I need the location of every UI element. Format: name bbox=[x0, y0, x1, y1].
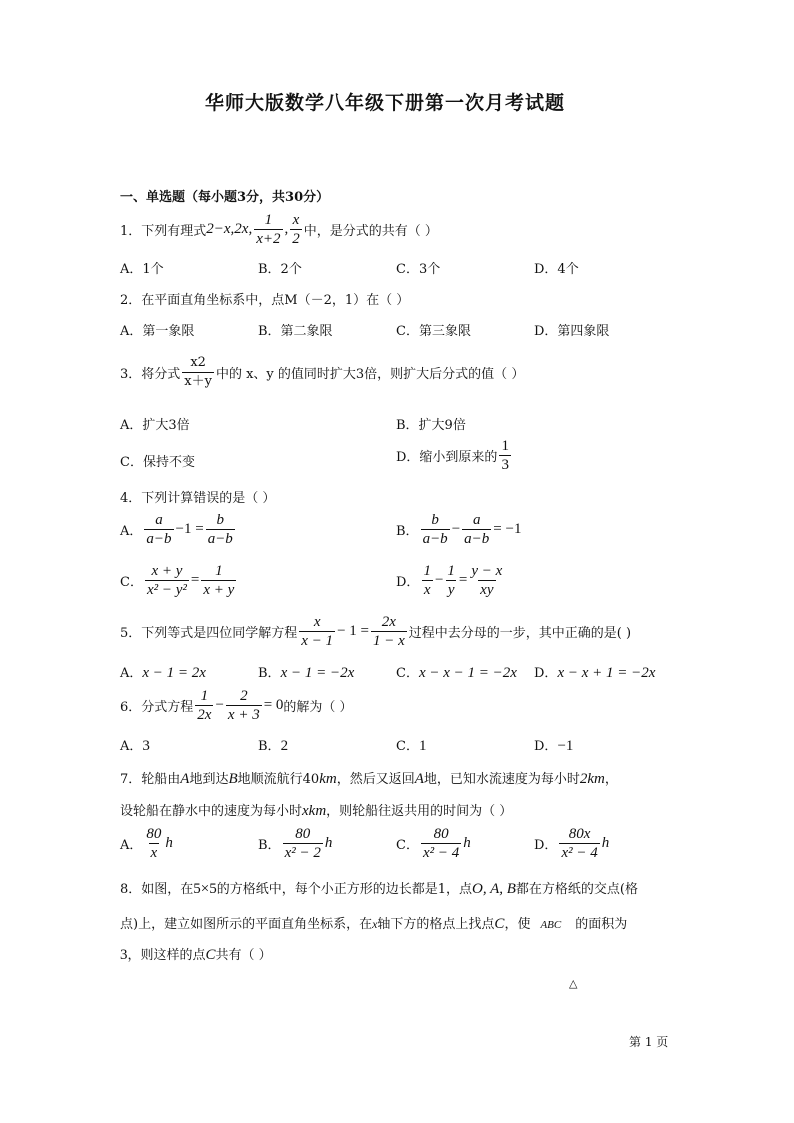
q2-option-a: A．第一象限 bbox=[120, 324, 195, 339]
section-heading: 一、单选题（每小题3分，共30分） bbox=[120, 190, 330, 205]
q7-option-c: C． $\frac{80}{\text{x² − 4}}$ h bbox=[396, 826, 471, 861]
q5-option-d: D．x − x + 1 = −2x bbox=[534, 665, 656, 681]
question-8-line-3: 3，则这样的点C共有（ ） bbox=[120, 947, 272, 963]
q1-suffix: 中，是分式的共有（ ） bbox=[303, 224, 438, 239]
q3-option-b: B．扩大9倍 bbox=[396, 418, 466, 433]
question-8-line-1: 8．如图，在5×5的方格纸中，每个小正方形的边长都是1，点O, A, B都在方格纸的交点(格 bbox=[120, 881, 638, 897]
q4-option-b: B． $\frac{b}{a-b}$ − $\frac{a}{a-b}$ = −1 bbox=[396, 512, 522, 547]
q7-option-b: B． $\frac{80}{\text{x² − 2}}$ h bbox=[258, 826, 333, 861]
q3-option-d-fraction: $\frac{1}{3}$ bbox=[501, 438, 509, 473]
q6-option-c: C．1 bbox=[396, 738, 427, 754]
question-8-line-2: 点)上，建立如图所示的平面直角坐标系，在x轴下方的格点上找点C，使 ABC 的面积为 bbox=[120, 916, 628, 932]
q1-option-a: A．1个 bbox=[120, 262, 164, 277]
q1-prefix: 1．下列有理式 bbox=[120, 224, 207, 239]
q1-option-c: C．3个 bbox=[396, 262, 441, 277]
q7-option-a: A． $\frac{80}{x}$ h bbox=[120, 826, 173, 861]
q4-option-a: A． $\frac{a}{a-b}$ −1 = $\frac{b}{a-b}$ bbox=[120, 512, 233, 547]
q1-expressions: 2−x,2x, bbox=[206, 221, 253, 237]
q3-option-d: D．缩小到原来的 $\frac{1}{3}$ bbox=[396, 438, 509, 473]
q4-option-d: D． $\frac{1}{x}$ − $\frac{1}{y}$ = $\frac{y - x}{xy}$ bbox=[396, 563, 503, 598]
q3-fraction: $\frac{x2}{x+y}$ bbox=[184, 355, 212, 389]
question-4: 4．下列计算错误的是（ ） bbox=[120, 491, 276, 506]
question-1: 1．下列有理式 2−x,2x, $\frac{1}{x+2}$ , $\frac{x}{2}$ 中，是分式的共有（ ） bbox=[120, 212, 438, 247]
q1-fraction-2: $\frac{x}{2}$ bbox=[292, 212, 300, 247]
question-7-line-2: 设轮船在静水中的速度为每小时xkm，则轮船往返共用的时间为（ ） bbox=[120, 803, 513, 819]
q5-option-c: C．x − x − 1 = −2x bbox=[396, 665, 517, 681]
q3-option-c: C．保持不变 bbox=[120, 455, 195, 470]
q1-fraction-1: $\frac{1}{x+2}$ bbox=[256, 212, 281, 247]
q1-option-b: B．2个 bbox=[258, 262, 302, 277]
q2-option-d: D．第四象限 bbox=[534, 324, 610, 339]
q4-option-c: C． $\frac{x + y}{\text{x² − y²}}$ = $\frac{1}{x + y}$ bbox=[120, 563, 235, 598]
page-number: 第 1 页 bbox=[629, 1035, 669, 1049]
question-5: 5．下列等式是四位同学解方程 $\frac{x}{x - 1}$ − 1 = $\frac{2x}{1 - x}$ 过程中去分母的一步，其中正确的是( ) bbox=[120, 614, 632, 649]
q3-option-a: A．扩大3倍 bbox=[120, 418, 190, 433]
q6-option-b: B．2 bbox=[258, 738, 289, 754]
q2-option-b: B．第二象限 bbox=[258, 324, 333, 339]
q7-option-d: D． $\frac{80x}{\text{x² − 4}}$ h bbox=[534, 826, 610, 861]
q5-option-a: A．x − 1 = 2x bbox=[120, 665, 206, 681]
q1-option-d: D．4个 bbox=[534, 262, 579, 277]
q5-option-b: B．x − 1 = −2x bbox=[258, 665, 355, 681]
question-7-line-1: 7．轮船由A地到达B地顺流航行40km，然后又返回A地，已知水流速度为每小时2km， bbox=[120, 771, 618, 787]
q2-option-c: C．第三象限 bbox=[396, 324, 471, 339]
triangle-icon: △ bbox=[569, 977, 578, 990]
question-6: 6．分式方程 $\frac{1}{2x}$ − $\frac{2}{x + 3}$ = 0 的解为（ ） bbox=[120, 688, 353, 723]
page-title: 华师大版数学八年级下册第一次月考试题 bbox=[205, 92, 566, 114]
q6-option-d: D．−1 bbox=[534, 738, 574, 754]
q6-option-a: A．3 bbox=[120, 738, 150, 754]
question-2: 2．在平面直角坐标系中，点M（－2，1）在（ ） bbox=[120, 293, 410, 308]
question-3: 3．将分式 $\frac{x2}{x+y}$ 中的 x、y 的值同时扩大3倍，则扩大后分式的值（ ） bbox=[120, 355, 525, 389]
